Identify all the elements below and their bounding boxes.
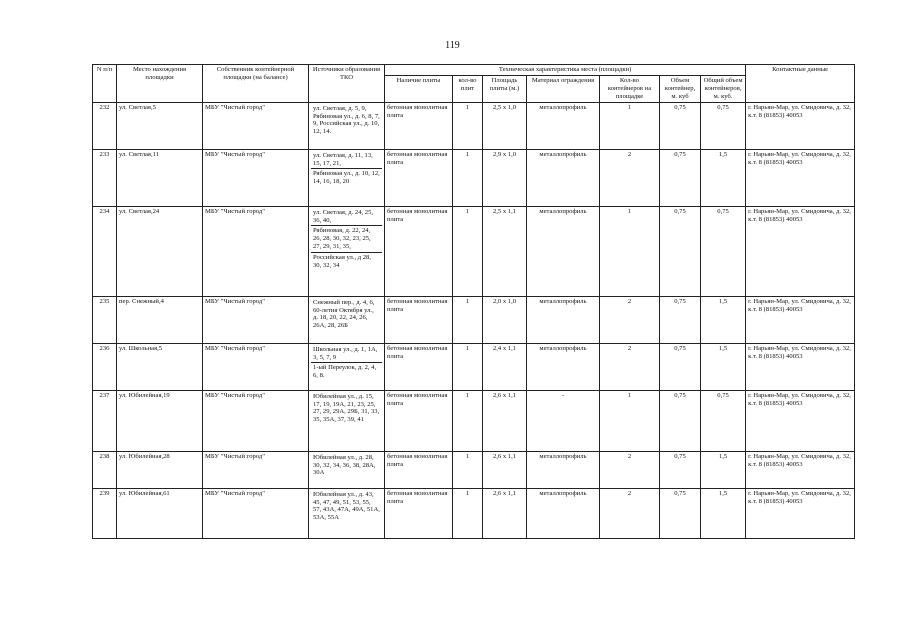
contact-info: г. Нарьян-Мар, ул. Смидовича, д. 32, к.т. 8 (81853) 40053: [746, 296, 855, 343]
slab-count: 1: [453, 390, 483, 451]
slab-area: 2,6 х 1,1: [483, 488, 527, 538]
header-fence: Материал ограждения: [527, 75, 600, 102]
contact-info: г. Нарьян-Мар, ул. Смидовича, д. 32, к.т. 8 (81853) 40053: [746, 488, 855, 538]
site-owner: МБУ "Чистый город": [203, 206, 309, 296]
container-count: 1: [600, 206, 660, 296]
site-location: ул. Светлая,5: [117, 102, 203, 149]
waste-source-entry: ул. Светлая, д. 24, 25, 36, 40,: [313, 208, 374, 224]
slab-area: 2,9 х 1,0: [483, 149, 527, 206]
container-volume: 0,75: [660, 488, 701, 538]
container-count: 2: [600, 343, 660, 390]
total-volume: 1,5: [701, 488, 746, 538]
waste-source-entry: Юбилейная ул., д. 43, 45, 47, 49, 51, 53, 55, 57, 43А, 47А, 49А, 51А, 53А, 55А: [313, 490, 380, 522]
fence-material: металлопрофиль: [527, 296, 600, 343]
contact-info: г. Нарьян-Мар, ул. Смидовича, д. 32, к.т. 8 (81853) 40053: [746, 102, 855, 149]
slab-count: 1: [453, 102, 483, 149]
row-number: 237: [93, 390, 117, 451]
table-row: [93, 296, 855, 343]
container-volume: 0,75: [660, 296, 701, 343]
container-count: 1: [600, 102, 660, 149]
fence-material: -: [527, 390, 600, 451]
page-number: 119: [445, 40, 460, 51]
slab-count: 1: [453, 149, 483, 206]
fence-material: металлопрофиль: [527, 102, 600, 149]
slab-type: бетонная монолитная плита: [385, 296, 453, 343]
container-count: 2: [600, 296, 660, 343]
header-sources: Источники образования ТКО: [309, 65, 385, 103]
total-volume: 0,75: [701, 206, 746, 296]
table-row: [93, 451, 855, 488]
waste-sources: [309, 206, 385, 296]
site-owner: МБУ "Чистый город": [203, 102, 309, 149]
slab-type: бетонная монолитная плита: [385, 451, 453, 488]
total-volume: 0,75: [701, 102, 746, 149]
header-containers: Кол-во контейнеров на площадке: [600, 75, 660, 102]
fence-material: металлопрофиль: [527, 343, 600, 390]
slab-count: 1: [453, 451, 483, 488]
table-header: [93, 65, 855, 103]
row-number: 236: [93, 343, 117, 390]
contact-info: г. Нарьян-Мар, ул. Смидовича, д. 32, к.т. 8 (81853) 40053: [746, 390, 855, 451]
container-count: 2: [600, 488, 660, 538]
container-volume: 0,75: [660, 206, 701, 296]
header-volume: Объем контейнер, м. куб: [660, 75, 701, 102]
total-volume: 1,5: [701, 451, 746, 488]
waste-sources: [309, 390, 385, 451]
waste-sources: [309, 296, 385, 343]
row-number: 233: [93, 149, 117, 206]
slab-type: бетонная монолитная плита: [385, 390, 453, 451]
header-num: N п/п: [93, 65, 117, 103]
slab-type: бетонная монолитная плита: [385, 102, 453, 149]
slab-count: 1: [453, 296, 483, 343]
row-number: 234: [93, 206, 117, 296]
slab-count: 1: [453, 488, 483, 538]
header-location: Место нахождения площадки: [117, 65, 203, 103]
total-volume: 1,5: [701, 296, 746, 343]
slab-area: 2,6 х 1,1: [483, 390, 527, 451]
header-slab-count: кол-во плит: [453, 75, 483, 102]
site-location: ул. Светлая,24: [117, 206, 203, 296]
header-contacts: Контактные данные: [746, 65, 855, 103]
header-total-volume: Общий объем контейнеров, м. куб.: [701, 75, 746, 102]
site-location: ул. Юбилейная,28: [117, 451, 203, 488]
waste-source-entry: Рябиновая, д. 22, 24, 26, 28, 30, 32, 23, 25, 27, 29, 31, 35,: [311, 225, 382, 252]
waste-source-entry: Российская ул., д 28, 30, 32, 34: [311, 252, 382, 271]
total-volume: 0,75: [701, 390, 746, 451]
site-location: ул. Школьная,5: [117, 343, 203, 390]
waste-source-entry: Снежный пер., д. 4, 6, 60-летия Октября ул., д. 18, 20, 22, 24, 26, 26А, 28, 26Б: [313, 298, 375, 330]
slab-count: 1: [453, 343, 483, 390]
container-count: 2: [600, 149, 660, 206]
table-row: [93, 390, 855, 451]
total-volume: 1,5: [701, 149, 746, 206]
waste-sources: [309, 149, 385, 206]
waste-source-entry: Юбилейная ул., д. 15, 17, 19, 19А, 21, 23, 25, 27, 29, 29А, 29Б, 31, 33, 35, 35А, 37, 39, 41: [313, 392, 380, 424]
table-row: [93, 488, 855, 538]
site-owner: МБУ "Чистый город": [203, 343, 309, 390]
site-owner: МБУ "Чистый город": [203, 488, 309, 538]
waste-sources: [309, 102, 385, 149]
row-number: 238: [93, 451, 117, 488]
total-volume: 1,5: [701, 343, 746, 390]
fence-material: металлопрофиль: [527, 149, 600, 206]
fence-material: металлопрофиль: [527, 488, 600, 538]
slab-area: 2,4 х 1,1: [483, 343, 527, 390]
header-slabs: Наличие плиты: [385, 75, 453, 102]
header-area: Площадь плиты (м.): [483, 75, 527, 102]
slab-type: бетонная монолитная плита: [385, 488, 453, 538]
container-count: 2: [600, 451, 660, 488]
site-owner: МБУ "Чистый город": [203, 390, 309, 451]
slab-area: 2,5 х 1,0: [483, 102, 527, 149]
contact-info: г. Нарьян-Мар, ул. Смидовича, д. 32, к.т. 8 (81853) 40053: [746, 149, 855, 206]
fence-material: металлопрофиль: [527, 206, 600, 296]
fence-material: металлопрофиль: [527, 451, 600, 488]
contact-info: г. Нарьян-Мар, ул. Смидовича, д. 32, к.т. 8 (81853) 40053: [746, 343, 855, 390]
container-volume: 0,75: [660, 149, 701, 206]
table-row: [93, 149, 855, 206]
site-owner: МБУ "Чистый город": [203, 451, 309, 488]
waste-source-entry: 1-ый Переулок, д. 2, 4, 6, 8.: [311, 362, 382, 381]
waste-sources: [309, 451, 385, 488]
site-location: пер. Снежный,4: [117, 296, 203, 343]
site-location: ул. Юбилейная,61: [117, 488, 203, 538]
contact-info: г. Нарьян-Мар, ул. Смидовича, д. 32, к.т. 8 (81853) 40053: [746, 451, 855, 488]
row-number: 232: [93, 102, 117, 149]
header-owner: Собственник контейнерной площадки (на балансе): [203, 65, 309, 103]
slab-count: 1: [453, 206, 483, 296]
slab-type: бетонная монолитная плита: [385, 343, 453, 390]
site-location: ул. Светлая,11: [117, 149, 203, 206]
site-owner: МБУ "Чистый город": [203, 149, 309, 206]
waste-source-entry: ул. Светлая, д. 5, 9, Рябиновая ул., д. 6, 8, 7, 9, Российская ул., д. 10, 12, 14.: [313, 104, 380, 136]
header-tech: Техническая характеристика места (площадки): [385, 65, 746, 76]
contact-info: г. Нарьян-Мар, ул. Смидовича, д. 32, к.т. 8 (81853) 40053: [746, 206, 855, 296]
container-volume: 0,75: [660, 102, 701, 149]
table-row: [93, 343, 855, 390]
waste-sources: [309, 488, 385, 538]
waste-source-entry: Школьная ул., д. 1, 1А, 3, 5, 7, 9: [313, 345, 378, 361]
site-owner: МБУ "Чистый город": [203, 296, 309, 343]
slab-area: 2,6 х 1,1: [483, 451, 527, 488]
slab-type: бетонная монолитная плита: [385, 149, 453, 206]
row-number: 235: [93, 296, 117, 343]
container-volume: 0,75: [660, 451, 701, 488]
waste-source-entry: ул. Светлая, д. 11, 13, 15, 17, 21,: [313, 151, 373, 167]
slab-area: 2,5 х 1,1: [483, 206, 527, 296]
container-count: 1: [600, 390, 660, 451]
waste-source-entry: Рябиновая ул., д. 10, 12, 14, 16, 18, 20: [311, 168, 382, 187]
waste-sources: [309, 343, 385, 390]
container-volume: 0,75: [660, 390, 701, 451]
row-number: 239: [93, 488, 117, 538]
table-row: [93, 102, 855, 149]
table-row: [93, 206, 855, 296]
container-sites-table: [92, 64, 855, 539]
table-body: [93, 102, 855, 538]
site-location: ул. Юбилейная,19: [117, 390, 203, 451]
slab-area: 2,0 х 1,0: [483, 296, 527, 343]
slab-type: бетонная монолитная плита: [385, 206, 453, 296]
waste-source-entry: Юбилейная ул., д. 28, 30, 32, 34, 36, 38, 28А, 30А: [313, 453, 376, 477]
container-volume: 0,75: [660, 343, 701, 390]
